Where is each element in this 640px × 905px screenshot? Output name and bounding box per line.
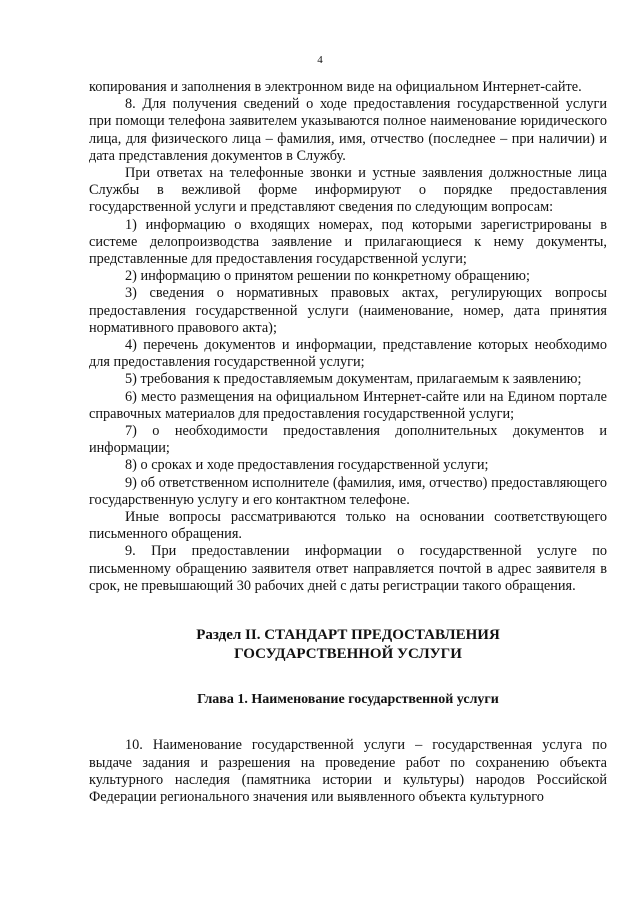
list-item: 9) об ответственном исполнителе (фамилия, имя, отчество) предоставляющего государственную услугу и его контактном телефоне. [89,474,607,508]
list-item: 8) о сроках и ходе предоставления государственной услуги; [125,457,489,474]
section-title [89,626,607,664]
list-item: 2) информацию о принятом решении по конкретному обращению; [125,268,530,285]
section-title-line-2: ГОСУДАРСТВЕННОЙ УСЛУГИ [234,646,462,663]
paragraph: При ответах на телефонные звонки и устные заявления должностные лица Службы в вежливой форме информируют о порядке предоставления государственной услуги и представляют сведения по следующим вопросам: [89,165,607,216]
document-body [89,79,607,806]
paragraph-item-9: 9. При предоставлении информации о государственной услуге по письменному обращению заявителя ответ направляется почтой в адрес заявителя в срок, не превышающий 30 рабочих дней с даты регистрации такого обращения. [89,543,607,594]
page-number: 4 [317,54,323,66]
list-item: 6) место размещения на официальном Интернет-сайте или на Едином портале справочных материалов для предоставления государственной услуги; [89,388,607,422]
chapter-title: Глава 1. Наименование государственной услуги [197,692,499,708]
list-item: 7) о необходимости предоставления дополнительных документов и информации; [89,423,607,457]
paragraph: копирования и заполнения в электронном виде на официальном Интернет-сайте. [89,79,582,95]
list-item: 1) информацию о входящих номерах, под которыми зарегистрированы в системе делопроизводства заявление и прилагающиеся к нему документы, представленные для предоставления государственной услуги; [89,216,607,268]
list-item: 3) сведения о нормативных правовых актах, регулирующих вопросы предоставления государственной услуги (наименование, номер, дата принятия нормативного правового акта); [89,285,607,336]
list-item: 5) требования к предоставляемым документам, прилагаемым к заявлению; [125,371,582,388]
paragraph-item-10: 10. Наименование государственной услуги – государственная услуга по выдаче задания и разрешения на проведение работ по сохранению объекта культурного наследия (памятника истории и культуры) народов Российской Федерации регионального значения или выявленного объекта культурного [89,737,607,805]
list-item: 4) перечень документов и информации, представление которых необходимо для предоставления государственной услуги; [89,337,607,371]
paragraph: Иные вопросы рассматриваются только на основании соответствующего письменного обращения. [89,509,607,543]
paragraph-item-8: 8. Для получения сведений о ходе предоставления государственной услуги при помощи телефона заявителем указываются полное наименование юридического лица, для физического лица – фамилия, имя, отчество (последнее – при наличии) и дата представления документов в Службу. [89,96,607,164]
section-title-line-1: Раздел II. СТАНДАРТ ПРЕДОСТАВЛЕНИЯ [196,627,500,644]
